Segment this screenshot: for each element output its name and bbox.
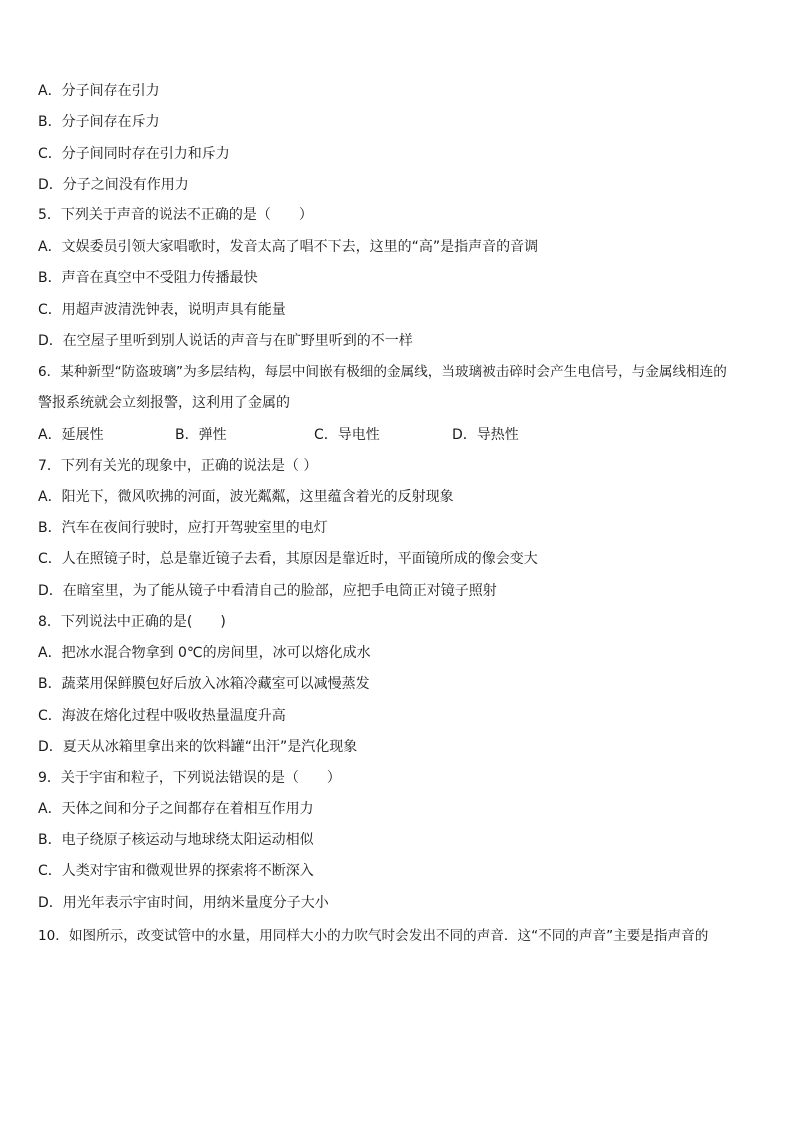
q9-option-c: C．人类对宇宙和微观世界的探索将不断深入 — [38, 863, 314, 879]
q6-option-a: A．延展性 — [38, 427, 104, 443]
q5-option-c: C．用超声波清洗钟表，说明声具有能量 — [38, 302, 286, 318]
q8-stem: 8．下列说法中正确的是( ) — [38, 614, 226, 630]
q7-option-d: D．在暗室里，为了能从镜子中看清自己的脸部，应把手电筒正对镜子照射 — [38, 583, 497, 599]
q5-option-a: A．文娱委员引领大家唱歌时，发音太高了唱不下去，这里的“高”是指声音的音调 — [38, 239, 539, 255]
q4-option-b: B．分子间存在斥力 — [38, 114, 160, 130]
q7-stem: 7．下列有关光的现象中，正确的说法是（ ） — [38, 458, 318, 474]
q9-option-b: B．电子绕原子核运动与地球绕太阳运动相似 — [38, 832, 314, 848]
q10-stem: 10．如图所示，改变试管中的水量，用同样大小的力吹气时会发出不同的声音．这“不同的声音”主要是指声音的 — [38, 928, 709, 944]
q6-stem-line1: 6．某种新型“防盗玻璃”为多层结构，每层中间嵌有极细的金属线，当玻璃被击碎时会产生电信号，与金属线相连的 — [38, 364, 727, 380]
q8-option-b: B．蔬菜用保鲜膜包好后放入冰箱冷藏室可以减慢蒸发 — [38, 676, 370, 692]
q6-options — [38, 425, 519, 445]
q6-option-b: B．弹性 — [175, 427, 227, 443]
q9-stem: 9．关于宇宙和粒子，下列说法错误的是（ ） — [38, 770, 341, 786]
q6-option-d: D．导热性 — [452, 427, 519, 443]
q6-option-c: C．导电性 — [314, 427, 380, 443]
q9-option-d: D．用光年表示宇宙时间，用纳米量度分子大小 — [38, 895, 329, 911]
q8-option-d: D．夏天从冰箱里拿出来的饮料罐“出汗”是汽化现象 — [38, 739, 358, 755]
q4-option-a: A．分子间存在引力 — [38, 83, 160, 99]
q6-stem-line2: 警报系统就会立刻报警，这利用了金属的 — [38, 395, 290, 411]
q8-option-c: C．海波在熔化过程中吸收热量温度升高 — [38, 708, 286, 724]
q7-option-a: A．阳光下，微风吹拂的河面，波光粼粼，这里蕴含着光的反射现象 — [38, 489, 454, 505]
q7-option-c: C．人在照镜子时，总是靠近镜子去看，其原因是靠近时，平面镜所成的像会变大 — [38, 551, 538, 567]
q7-option-b: B．汽车在夜间行驶时，应打开驾驶室里的电灯 — [38, 520, 328, 536]
q5-option-b: B．声音在真空中不受阻力传播最快 — [38, 270, 258, 286]
q4-option-c: C．分子间同时存在引力和斥力 — [38, 146, 230, 162]
q9-option-a: A．天体之间和分子之间都存在着相互作用力 — [38, 801, 314, 817]
q5-option-d: D．在空屋子里听到别人说话的声音与在旷野里听到的不一样 — [38, 333, 413, 349]
q8-option-a: A．把冰水混合物拿到 0℃的房间里，冰可以熔化成水 — [38, 645, 371, 661]
q5-stem: 5．下列关于声音的说法不正确的是（ ） — [38, 207, 313, 223]
q4-option-d: D．分子之间没有作用力 — [38, 177, 189, 193]
